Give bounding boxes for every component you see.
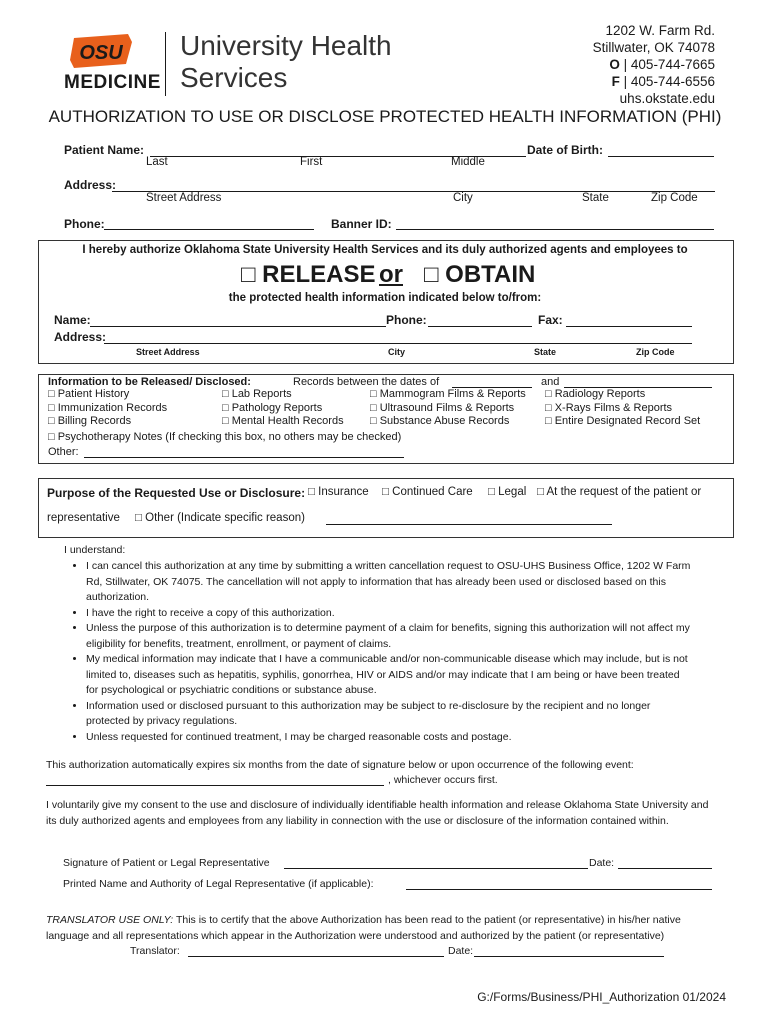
legal-checkbox[interactable]: □ Legal: [488, 486, 527, 498]
signature-date-label: Date:: [589, 857, 615, 869]
patient-request-checkbox[interactable]: □ At the request of the patient or: [537, 486, 702, 498]
address-line: 1202 W. Farm Rd.: [605, 23, 715, 38]
fax-line: F | 405-744-6556: [611, 74, 715, 89]
phone-line: O | 405-744-7665: [609, 57, 715, 72]
other-label: Other:: [48, 446, 79, 458]
understand-item: • Unless requested for continued treatment, I may be charged reasonable costs and postage.: [86, 730, 694, 746]
recipient-phone-label: Phone:: [386, 313, 427, 327]
recipient-phone-field[interactable]: [428, 326, 532, 327]
dob-field[interactable]: [608, 156, 714, 157]
insurance-checkbox[interactable]: □ Insurance: [308, 486, 369, 498]
obtain-checkbox[interactable]: □ OBTAIN: [424, 261, 536, 288]
representative-text: representative: [47, 512, 120, 524]
address-label: Address:: [64, 178, 117, 192]
continued-care-checkbox[interactable]: □ Continued Care: [382, 486, 473, 498]
recipient-fax-label: Fax:: [538, 313, 563, 327]
street-caption: Street Address: [146, 192, 222, 204]
state-caption: State: [582, 192, 609, 204]
translator-label: TRANSLATOR USE ONLY:: [46, 914, 174, 926]
info-col4: [545, 388, 700, 429]
understand-item: • I have the right to receive a copy of this authorization.: [86, 606, 694, 622]
website-line: uhs.okstate.edu: [619, 91, 715, 106]
phone-field[interactable]: [104, 229, 314, 230]
form-footer: G:/Forms/Business/PHI_Authorization 01/2024: [477, 990, 726, 1004]
understand-list: [64, 559, 694, 745]
understand-item: • Information used or disclosed pursuant to this authorization may be subject to re-disclosure by the recipient and no longer protected by privacy regulations.: [86, 699, 694, 730]
translator-name-label: Translator:: [130, 945, 180, 957]
release-checkbox[interactable]: □ RELEASE: [241, 261, 376, 288]
form-title: AUTHORIZATION TO USE OR DISCLOSE PROTECTED HEALTH INFORMATION (PHI): [48, 107, 722, 126]
header-divider: [165, 32, 166, 96]
info-heading: Information to be Released/ Disclosed:: [48, 376, 251, 388]
understand-item: • Unless the purpose of this authorization is to determine payment of a claim for benefits, signing this authorization will not affect my eligibility for benefits, treatment, enrollment, or payment of claims.: [86, 621, 694, 652]
ultrasound-checkbox[interactable]: □ Ultrasound Films & Reports: [370, 401, 515, 414]
phone-label: Phone:: [64, 217, 105, 231]
purpose-label: Purpose of the Requested Use or Disclosure:: [47, 486, 306, 500]
mammogram-checkbox[interactable]: □ Mammogram Films & Reports: [370, 388, 526, 400]
and-label: and: [541, 376, 560, 388]
consent-text: I voluntarily give my consent to the use and disclosure of individually identifiable health information and release Oklahoma State University and its duly authorized agents and employees from any liability in connection with the use or disclosure of the information contained within.: [46, 799, 709, 827]
recipient-name-label: Name:: [54, 313, 91, 327]
entire-record-checkbox[interactable]: □ Entire Designated Record Set: [545, 415, 701, 427]
recipient-street-caption: Street Address: [136, 347, 200, 357]
recipient-city-caption: City: [388, 347, 406, 357]
dob-label: Date of Birth:: [527, 143, 603, 157]
translator-block: [46, 913, 716, 944]
substance-abuse-checkbox[interactable]: □ Substance Abuse Records: [370, 415, 510, 427]
records-between-label: Records between the dates of: [293, 376, 440, 388]
other-reason-checkbox[interactable]: □ Other (Indicate specific reason): [135, 512, 305, 524]
psychotherapy-checkbox[interactable]: □ Psychotherapy Notes (If checking this box, no others may be checked): [48, 431, 402, 443]
understand-item: • My medical information may indicate that I have a communicable and/or non-communicable disease which may include, but is not limited to, diseases such as hepatitis, syphilis, gonorrhea, HIV or AIDS and/or may indicate that I am being or have been treated for psychological or psychiatric conditions or substance abuse.: [86, 652, 694, 699]
osu-logo: [66, 30, 136, 72]
city-line: Stillwater, OK 74078: [592, 40, 715, 55]
billing-records-checkbox[interactable]: □ Billing Records: [48, 415, 132, 427]
last-caption: Last: [146, 156, 168, 168]
expiration-event-field[interactable]: [46, 785, 384, 786]
signature-field[interactable]: [284, 868, 588, 869]
recipient-name-field[interactable]: [90, 326, 386, 327]
authorize-statement: I hereby authorize Oklahoma State University Health Services and its duly authorized agents and employees to: [82, 244, 688, 256]
printed-name-label: Printed Name and Authority of Legal Representative (if applicable):: [63, 878, 374, 890]
signature-date-field[interactable]: [618, 868, 712, 869]
info-col3: [370, 388, 526, 429]
patient-name-label: Patient Name:: [64, 143, 145, 157]
understand-intro: I understand:: [64, 544, 126, 556]
lab-reports-checkbox[interactable]: □ Lab Reports: [222, 388, 292, 400]
pathology-reports-checkbox[interactable]: □ Pathology Reports: [222, 401, 323, 414]
xrays-checkbox[interactable]: □ X-Rays Films & Reports: [545, 401, 673, 414]
immunization-records-checkbox[interactable]: □ Immunization Records: [48, 401, 168, 414]
translator-text: This is to certify that the above Authorization has been read to the patient (or representative) in his/her native language and all representations which appear in the Authorization were understood and authorized by the patient (or representative): [46, 914, 681, 942]
city-caption: City: [453, 192, 473, 204]
info-col2: [222, 388, 344, 429]
translator-date-label: Date:: [448, 945, 474, 957]
authorize-sub: the protected health information indicated below to/from:: [228, 292, 542, 304]
middle-caption: Middle: [451, 156, 485, 168]
recipient-state-caption: State: [534, 347, 557, 357]
expires-suffix: , whichever occurs first.: [388, 774, 498, 786]
info-col1: [48, 388, 167, 429]
contact-block: [593, 22, 715, 107]
or-text: or: [379, 261, 403, 288]
banner-id-label: Banner ID:: [331, 217, 392, 231]
recipient-address-label: Address:: [54, 330, 107, 344]
banner-id-field[interactable]: [396, 229, 714, 230]
medicine-wordmark: MEDICINE: [64, 72, 161, 93]
printed-name-field[interactable]: [406, 889, 712, 890]
recipient-zip-caption: Zip Code: [636, 347, 675, 357]
zip-caption: Zip Code: [651, 192, 698, 204]
other-info-field[interactable]: [84, 457, 404, 458]
understand-item: • I can cancel this authorization at any time by submitting a written cancellation request to OSU-UHS Business Office, 1202 W Farm Rd, Stillwater, OK 74075. The cancellation will not apply to information that has already been used or disclosed based on this authorization.: [86, 559, 694, 606]
expires-text: This authorization automatically expires six months from the date of signature below or upon occurrence of the following event:: [46, 759, 634, 771]
org-name: University Health Services: [180, 30, 392, 93]
recipient-fax-field[interactable]: [566, 326, 692, 327]
patient-history-checkbox[interactable]: □ Patient History: [48, 388, 130, 400]
recipient-address-field[interactable]: [104, 343, 692, 344]
signature-label: Signature of Patient or Legal Representative: [63, 857, 270, 869]
svg-text:OSU: OSU: [79, 42, 123, 64]
translator-date-field[interactable]: [474, 956, 664, 957]
radiology-checkbox[interactable]: □ Radiology Reports: [545, 388, 646, 400]
translator-name-field[interactable]: [188, 956, 444, 957]
mental-health-checkbox[interactable]: □ Mental Health Records: [222, 415, 344, 427]
first-caption: First: [300, 156, 323, 168]
other-reason-field[interactable]: [326, 524, 612, 525]
